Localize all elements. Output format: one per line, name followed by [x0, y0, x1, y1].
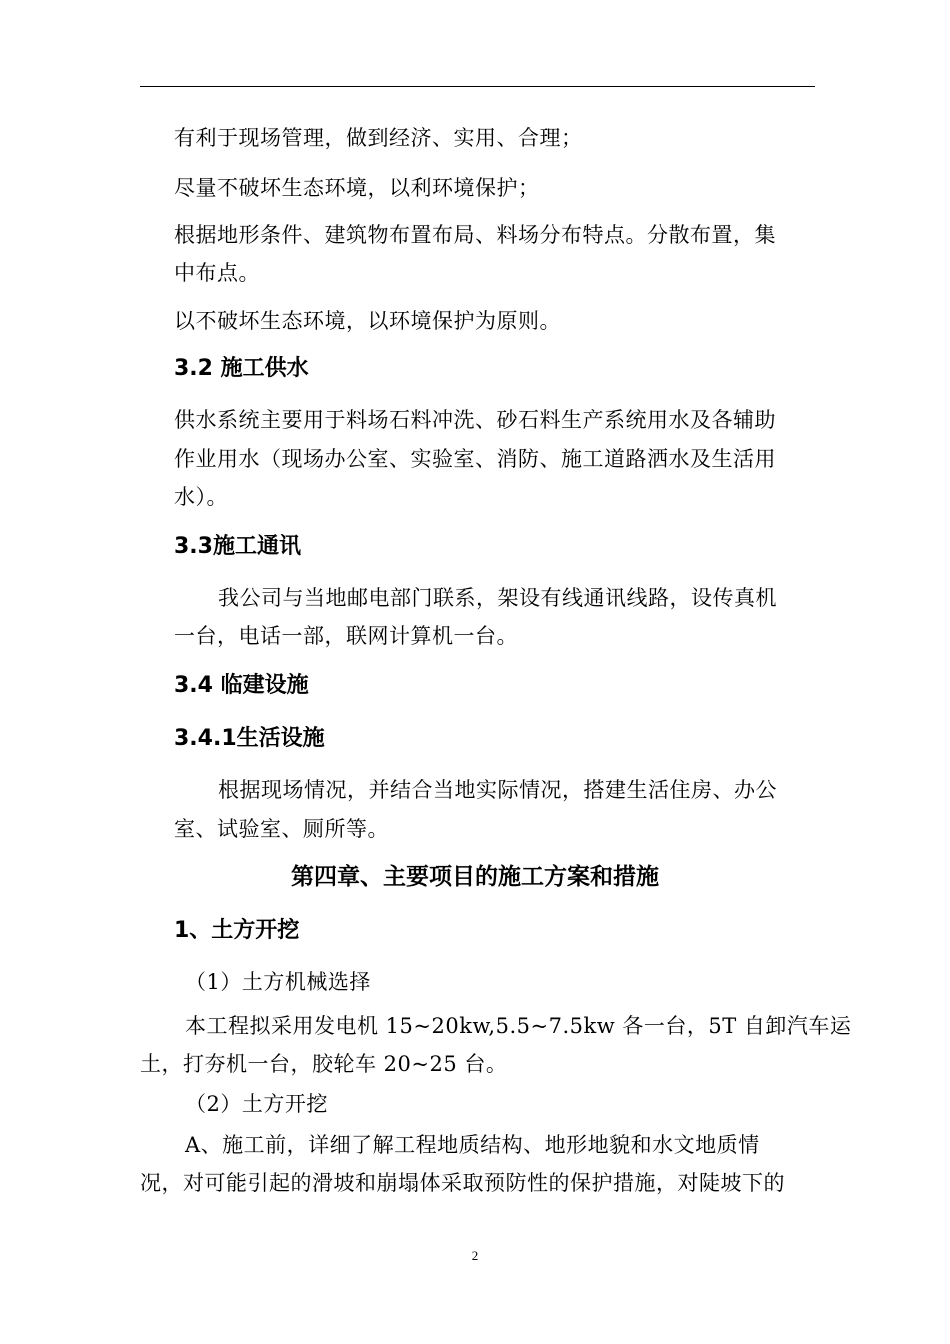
- paragraph-line: 中布点。: [174, 261, 260, 285]
- subheading: （2）土方开挖: [185, 1092, 328, 1116]
- paragraph-line: 以不破坏生态环境，以环境保护为原则。: [174, 309, 561, 333]
- paragraph-line: 根据现场情况，并结合当地实际情况，搭建生活住房、办公: [218, 778, 777, 802]
- paragraph-line: 我公司与当地邮电部门联系，架设有线通讯线路，设传真机: [218, 586, 777, 610]
- chapter-title: 第四章、主要项目的施工方案和措施: [291, 864, 659, 890]
- page-number: 2: [471, 1248, 479, 1263]
- paragraph-line: 土，打夯机一台，胶轮车 20~25 台。: [140, 1052, 508, 1076]
- paragraph-line: 有利于现场管理，做到经济、实用、合理；: [174, 126, 583, 150]
- paragraph-line: 室、试验室、厕所等。: [174, 817, 389, 841]
- paragraph-line: 供水系统主要用于料场石料冲洗、砂石料生产系统用水及各辅助: [174, 408, 776, 432]
- section-heading-3-3: 3.3施工通讯: [174, 534, 301, 559]
- paragraph-line: 一台，电话一部，联网计算机一台。: [174, 624, 518, 648]
- paragraph-line: A、施工前，详细了解工程地质结构、地形地貌和水文地质情: [185, 1133, 760, 1157]
- subheading: （1）土方机械选择: [185, 970, 371, 994]
- paragraph-line: 作业用水（现场办公室、实验室、消防、施工道路洒水及生活用: [174, 447, 776, 471]
- section-heading-1: 1、土方开挖: [174, 918, 300, 943]
- section-heading-3-2: 3.2 施工供水: [174, 356, 309, 381]
- paragraph-line: 根据地形条件、建筑物布置布局、料场分布特点。分散布置，集: [174, 223, 776, 247]
- paragraph-line: 本工程拟采用发电机 15~20kw,5.5~7.5kw 各一台，5T 自卸汽车运: [185, 1014, 852, 1038]
- paragraph-line: 尽量不破坏生态环境，以利环境保护；: [174, 176, 540, 200]
- section-heading-3-4-1: 3.4.1生活设施: [174, 726, 325, 751]
- header-rule: [140, 86, 815, 87]
- paragraph-line: 水）。: [174, 485, 228, 509]
- section-heading-3-4: 3.4 临建设施: [174, 673, 309, 698]
- paragraph-line: 况，对可能引起的滑坡和崩塌体采取预防性的保护措施，对陡坡下的: [140, 1171, 785, 1195]
